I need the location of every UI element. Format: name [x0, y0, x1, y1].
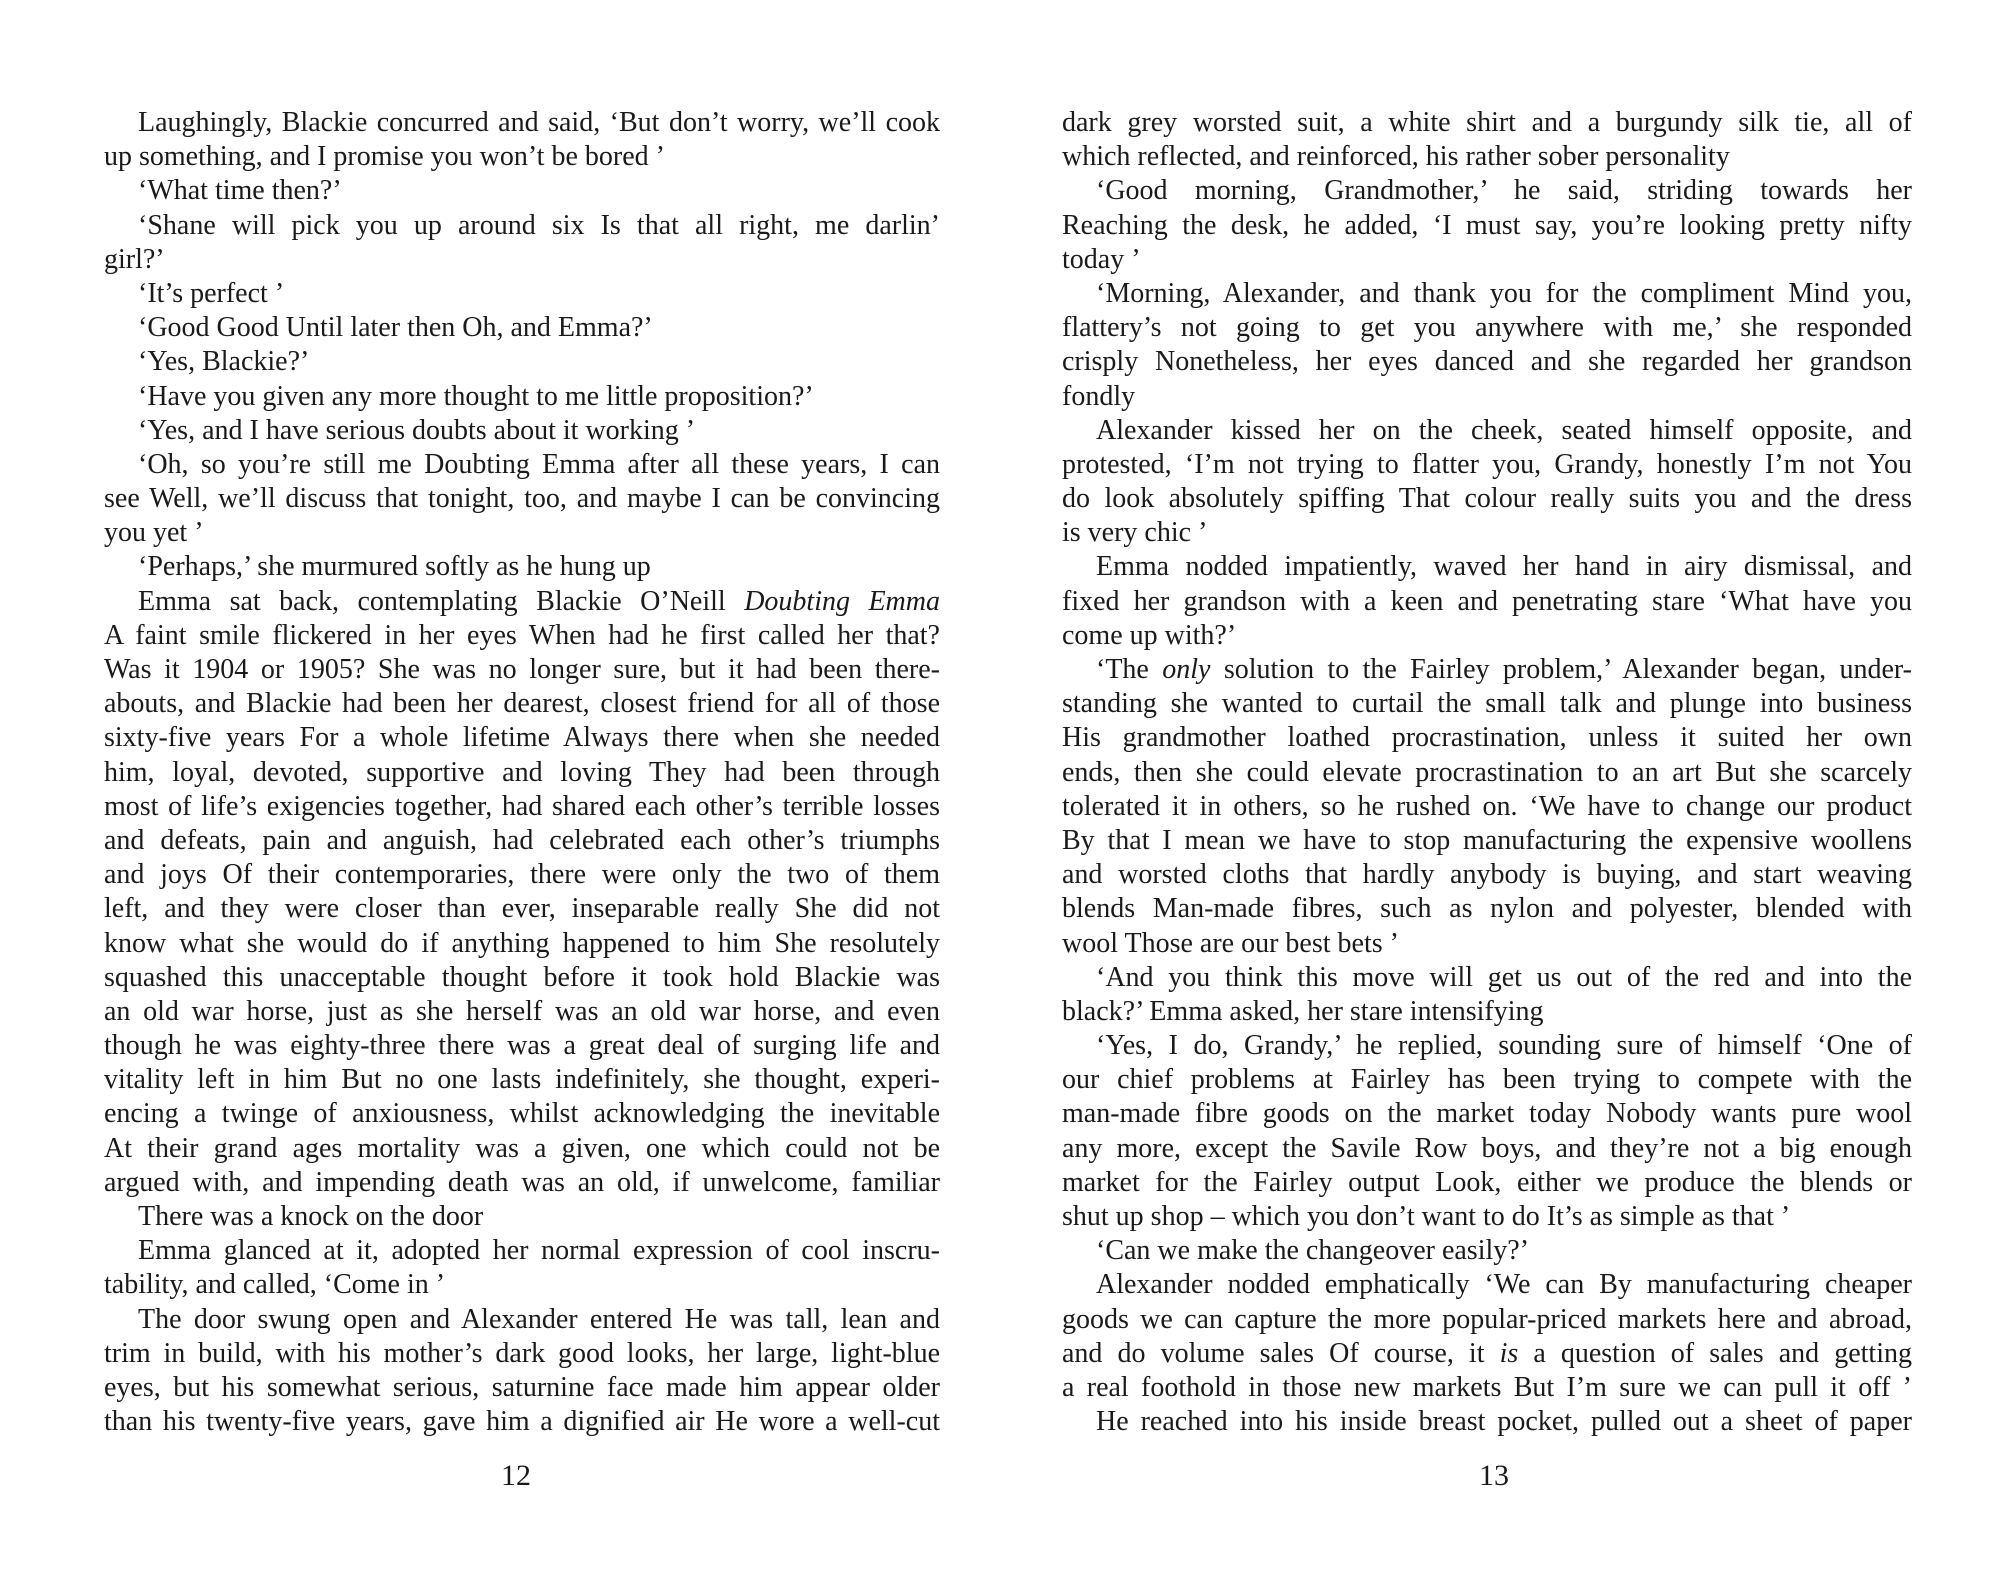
left-line: you yet ’ [104, 517, 204, 549]
right-line: goods we can capture the more popular-priced markets here and abroad, [1062, 1303, 1912, 1335]
right-line: which reflected, and reinforced, his rather sober personality [1062, 141, 1730, 173]
left-line: an old war horse, just as she herself was an old war horse, and even [104, 995, 940, 1027]
left-line: There was a knock on the door [138, 1201, 484, 1232]
right-line: Emma nodded impatiently, waved her hand in airy dismissal, and [1096, 551, 1912, 583]
right-line: Reaching the desk, he added, ‘I must say, you’re looking pretty nifty [1062, 209, 1912, 241]
left-line: Emma glanced at it, adopted her normal expression of cool inscru- [138, 1235, 940, 1267]
right-line: Alexander nodded emphatically ‘We can By manufacturing cheaper [1096, 1269, 1912, 1301]
left-line: and defeats, pain and anguish, had celebrated each other’s triumphs [104, 824, 940, 856]
right-line: and worsted cloths that hardly anybody is buying, and start weaving [1062, 859, 1912, 891]
page-number-left: 12 [501, 1459, 531, 1492]
left-line: ‘Yes, and I have serious doubts about it working ’ [138, 414, 696, 446]
right-line: Alexander kissed her on the cheek, seated himself opposite, and [1096, 414, 1912, 446]
right-line: ‘Can we make the changeover easily?’ [1096, 1235, 1530, 1267]
right-line: ‘Morning, Alexander, and thank you for the compliment Mind you, [1096, 277, 1912, 309]
left-line: ‘Have you given any more thought to me little proposition?’ [138, 380, 814, 412]
right-line: fondly [1062, 380, 1136, 412]
right-line: tolerated it in others, so he rushed on. ‘We have to change our product [1062, 790, 1912, 822]
right-line: ‘Good morning, Grandmother,’ he said, striding towards her [1096, 175, 1912, 207]
right-line: ends, then she could elevate procrastination to an art But she scarcely [1062, 756, 1912, 788]
left-line: Emma sat back, contemplating Blackie O’Neill Doubting Emma [138, 585, 940, 617]
right-line: any more, except the Savile Row boys, and they’re not a big enough [1062, 1132, 1912, 1164]
right-line: His grandmother loathed procrastination, unless it suited her own [1062, 722, 1912, 754]
left-line: vitality left in him But no one lasts indefinitely, she thought, experi- [104, 1064, 940, 1096]
left-line: girl?’ [104, 243, 165, 275]
right-line: and do volume sales Of course, it is a question of sales and getting [1062, 1337, 1912, 1369]
page-number-right: 13 [1479, 1459, 1509, 1492]
right-line: wool Those are our best bets ’ [1062, 927, 1399, 959]
left-line: ‘Yes, Blackie?’ [138, 346, 310, 378]
right-line: market for the Fairley output Look, either we produce the blends or [1062, 1166, 1912, 1198]
right-line: black?’ Emma asked, her stare intensifying [1062, 995, 1544, 1027]
left-page-text [104, 106, 940, 1439]
left-line: squashed this unacceptable thought before it took hold Blackie was [104, 961, 940, 993]
left-line: ‘Shane will pick you up around six Is that all right, me darlin’ [138, 209, 940, 241]
right-line: crisply Nonetheless, her eyes danced and she regarded her grandson [1062, 346, 1912, 378]
right-page [1000, 0, 2000, 1572]
right-line: By that I mean we have to stop manufacturing the expensive woollens [1062, 824, 1912, 856]
right-line: shut up shop – which you don’t want to do It’s as simple as that ’ [1062, 1201, 1791, 1232]
right-line: protested, ‘I’m not trying to flatter you, Grandy, honestly I’m not You [1062, 448, 1912, 480]
left-line: though he was eighty-three there was a great deal of surging life and [104, 1030, 940, 1062]
left-line: up something, and I promise you won’t be bored ’ [104, 141, 665, 173]
right-line: a real foothold in those new markets But I’m sure we can pull it off ’ [1062, 1371, 1912, 1403]
right-line: blends Man-made fibres, such as nylon and polyester, blended with [1062, 893, 1912, 925]
left-line: ‘What time then?’ [138, 175, 342, 207]
right-line: standing she wanted to curtail the small talk and plunge into business [1062, 688, 1912, 720]
left-line: The door swung open and Alexander entered He was tall, lean and [138, 1303, 940, 1335]
left-line: him, loyal, devoted, supportive and loving They had been through [104, 756, 940, 788]
left-line: abouts, and Blackie had been her dearest, closest friend for all of those [104, 688, 940, 720]
right-line: dark grey worsted suit, a white shirt and a burgundy silk tie, all of [1062, 107, 1912, 138]
right-line: man-made fibre goods on the market today Nobody wants pure wool [1062, 1098, 1912, 1130]
right-line: come up with?’ [1062, 619, 1237, 651]
right-line: ‘And you think this move will get us out of the red and into the [1096, 961, 1912, 993]
right-page-text [1062, 106, 1912, 1439]
right-line: ‘Yes, I do, Grandy,’ he replied, sounding sure of himself ‘One of [1096, 1030, 1912, 1062]
left-line: Was it 1904 or 1905? She was no longer sure, but it had been there- [104, 654, 940, 685]
left-line: ‘Perhaps,’ she murmured softly as he hung up [138, 551, 651, 583]
left-line: A faint smile flickered in her eyes When had he first called her that? [104, 619, 940, 651]
left-line: and joys Of their contemporaries, there were only the two of them [104, 859, 940, 891]
left-line: ‘It’s perfect ’ [138, 277, 285, 309]
left-line: left, and they were closer than ever, inseparable really She did not [104, 893, 940, 925]
left-line: ‘Good Good Until later then Oh, and Emma?’ [138, 312, 653, 344]
right-line: do look absolutely spiffing That colour really suits you and the dress [1062, 483, 1912, 515]
left-line: Laughingly, Blackie concurred and said, ‘But don’t worry, we’ll cook [138, 107, 940, 138]
left-line: encing a twinge of anxiousness, whilst acknowledging the inevitable [104, 1098, 940, 1130]
left-line: most of life’s exigencies together, had shared each other’s terrible losses [104, 790, 940, 822]
right-line: is very chic ’ [1062, 517, 1208, 549]
left-line: tability, and called, ‘Come in ’ [104, 1269, 446, 1301]
left-line: know what she would do if anything happened to him She resolutely [104, 927, 940, 959]
left-line: sixty-five years For a whole lifetime Always there when she needed [104, 722, 940, 754]
left-line: At their grand ages mortality was a given, one which could not be [104, 1132, 940, 1164]
left-line: eyes, but his somewhat serious, saturnine face made him appear older [104, 1371, 940, 1403]
left-line: argued with, and impending death was an old, if unwelcome, familiar [104, 1166, 940, 1198]
left-line: see Well, we’ll discuss that tonight, too, and maybe I can be convincing [104, 483, 940, 515]
right-line: flattery’s not going to get you anywhere with me,’ she responded [1062, 312, 1912, 344]
left-line: than his twenty-five years, gave him a dignified air He wore a well-cut [104, 1406, 940, 1438]
left-line: ‘Oh, so you’re still me Doubting Emma after all these years, I can [138, 448, 940, 480]
right-line: He reached into his inside breast pocket, pulled out a sheet of paper [1096, 1406, 1912, 1438]
left-line: trim in build, with his mother’s dark good looks, her large, light-blue [104, 1337, 940, 1369]
right-line: ‘The only solution to the Fairley problem,’ Alexander began, under- [1096, 654, 1912, 685]
right-line: today ’ [1062, 243, 1141, 275]
right-line: fixed her grandson with a keen and penetrating stare ‘What have you [1062, 585, 1912, 617]
right-line: our chief problems at Fairley has been trying to compete with the [1062, 1064, 1912, 1096]
